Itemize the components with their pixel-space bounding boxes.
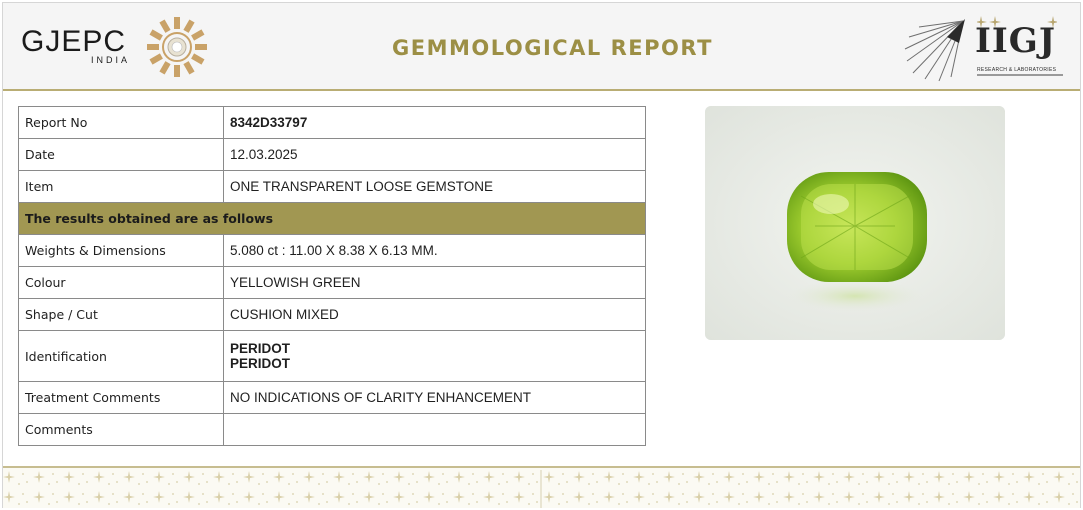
table-row	[19, 235, 646, 267]
table-row	[19, 414, 646, 446]
table-row	[19, 382, 646, 414]
weights-dimensions-value: 5.080 ct : 11.00 X 8.38 X 6.13 MM.	[224, 235, 646, 267]
comments-value	[224, 414, 646, 446]
decorative-footer	[3, 466, 1080, 508]
report-header	[3, 3, 1080, 91]
row-label: Report No	[19, 107, 224, 139]
table-row	[19, 267, 646, 299]
row-label: Date	[19, 139, 224, 171]
sunburst-diamond-icon	[145, 15, 209, 79]
row-label: Shape / Cut	[19, 299, 224, 331]
report-number-value: 8342D33797	[224, 107, 646, 139]
table-row	[19, 107, 646, 139]
table-row	[19, 331, 646, 382]
shape-cut-value: CUSHION MIXED	[224, 299, 646, 331]
row-label: Treatment Comments	[19, 382, 224, 414]
colour-value: YELLOWISH GREEN	[224, 267, 646, 299]
gjepc-logo	[21, 17, 221, 77]
page-title: GEMMOLOGICAL REPORT	[392, 36, 713, 60]
table-row	[19, 139, 646, 171]
identification-line: PERIDOT	[230, 341, 291, 356]
gemstone-photo	[705, 106, 1005, 340]
table-row	[19, 299, 646, 331]
item-value: ONE TRANSPARENT LOOSE GEMSTONE	[224, 171, 646, 203]
iigj-logo-text: IIGJ	[975, 21, 1056, 61]
starburst-icon	[903, 13, 973, 85]
row-label: Item	[19, 171, 224, 203]
iigj-logo-subtext: RESEARCH & LABORATORIES	[977, 67, 1057, 73]
gjepc-logo-subtext: INDIA	[91, 55, 131, 65]
gemstone-image	[705, 106, 1005, 340]
iigj-logo	[903, 13, 1075, 85]
row-label: Identification	[19, 331, 224, 382]
results-band-label: The results obtained are as follows	[19, 203, 646, 235]
row-label: Colour	[19, 267, 224, 299]
sparkle-pattern-icon	[3, 468, 1080, 508]
row-label: Comments	[19, 414, 224, 446]
iigj-logo-rule	[977, 74, 1063, 76]
row-label: Weights & Dimensions	[19, 235, 224, 267]
results-band	[19, 203, 646, 235]
report-table	[18, 106, 646, 446]
identification-value	[224, 331, 646, 382]
treatment-comments-value: NO INDICATIONS OF CLARITY ENHANCEMENT	[224, 382, 646, 414]
identification-line: PERIDOT	[230, 356, 291, 371]
date-value: 12.03.2025	[224, 139, 646, 171]
table-row	[19, 171, 646, 203]
gjepc-logo-text: GJEPC	[21, 25, 127, 58]
